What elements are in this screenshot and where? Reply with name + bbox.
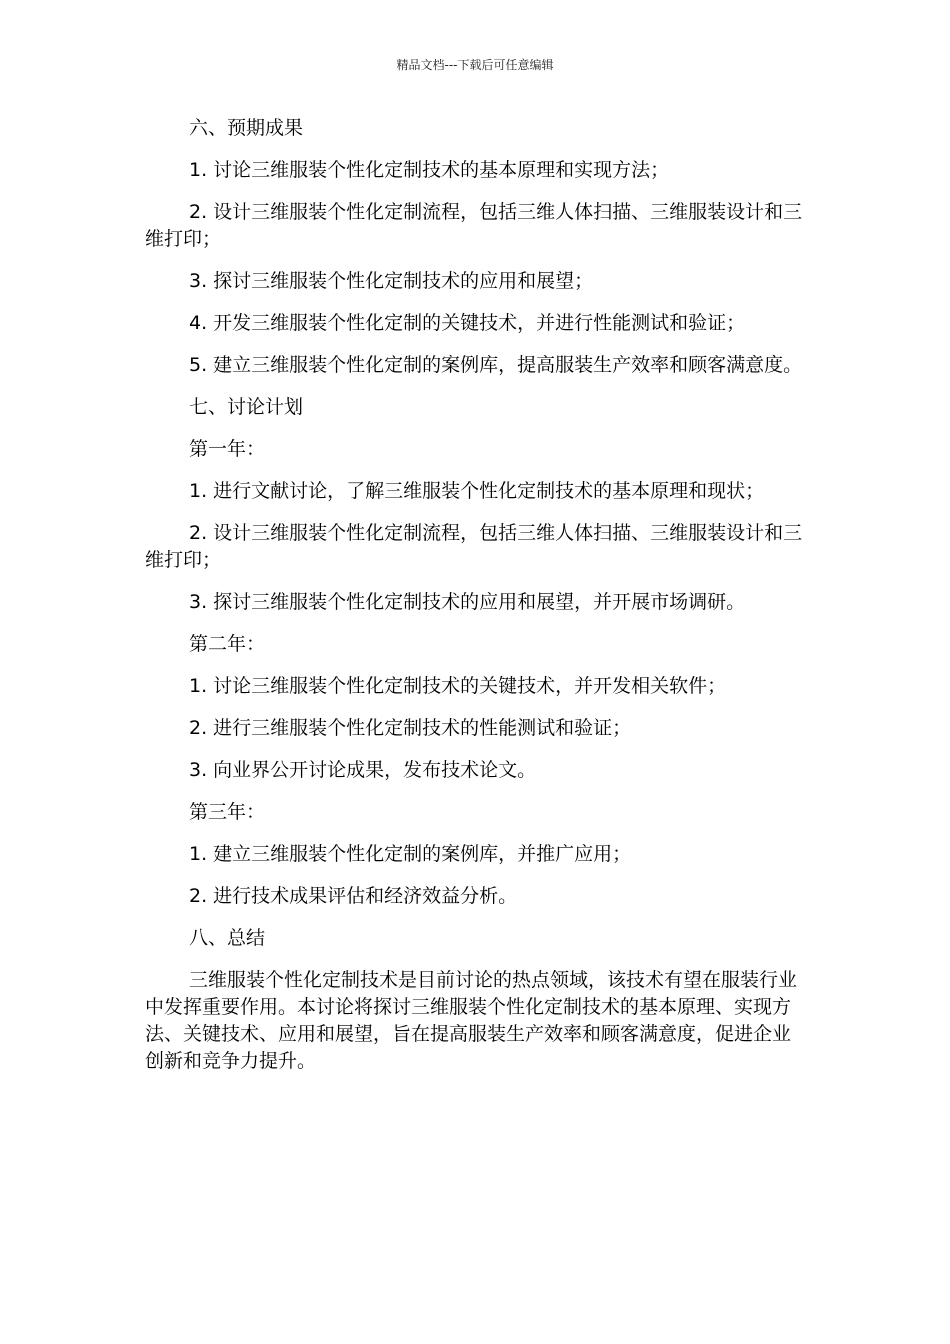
- plan-year-label: 第二年：: [189, 633, 266, 655]
- list-item: 3. 探讨三维服装个性化定制技术的应用和展望；: [189, 270, 594, 292]
- section-heading-expected-results: 六、预期成果: [189, 117, 304, 139]
- plan-year-label: 第一年：: [189, 438, 266, 460]
- page-header: 精品文档---下载后可任意编辑: [396, 58, 554, 72]
- list-item: 4. 开发三维服装个性化定制的关键技术，并进行性能测试和验证；: [189, 312, 746, 334]
- list-item: 2. 进行技术成果评估和经济效益分析。: [189, 885, 518, 907]
- list-item: 1. 讨论三维服装个性化定制技术的关键技术，并开发相关软件；: [189, 675, 727, 697]
- document-body: [145, 115, 805, 1090]
- list-item: 1. 建立三维服装个性化定制的案例库，并推广应用；: [189, 843, 632, 865]
- list-item: 3. 向业界公开讨论成果，发布技术论文。: [189, 759, 537, 781]
- summary-paragraph: 三维服装个性化定制技术是目前讨论的热点领域，该技术有望在服装行业中发挥重要作用。本讨论将探讨三维服装个性化定制技术的基本原理、实现方法、关键技术、应用和展望，旨在提高服装生产效率和顾客满意度，促进企业创新和竞争力提升。: [145, 969, 798, 1072]
- section-heading-summary: 八、总结: [189, 927, 266, 949]
- list-item: 2. 进行三维服装个性化定制技术的性能测试和验证；: [189, 717, 632, 739]
- list-item: 5. 建立三维服装个性化定制的案例库，提高服装生产效率和顾客满意度。: [189, 354, 803, 376]
- section-heading-research-plan: 七、讨论计划: [189, 396, 304, 418]
- list-item: 2. 设计三维服装个性化定制流程，包括三维人体扫描、三维服装设计和三维打印；: [145, 522, 803, 571]
- list-item: 3. 探讨三维服装个性化定制技术的应用和展望，并开展市场调研。: [189, 591, 746, 613]
- list-item: 1. 讨论三维服装个性化定制技术的基本原理和实现方法；: [189, 159, 670, 181]
- list-item: 1. 进行文献讨论，了解三维服装个性化定制技术的基本原理和现状；: [189, 480, 765, 502]
- list-item: 2. 设计三维服装个性化定制流程，包括三维人体扫描、三维服装设计和三维打印；: [145, 201, 803, 250]
- plan-year-label: 第三年：: [189, 801, 266, 823]
